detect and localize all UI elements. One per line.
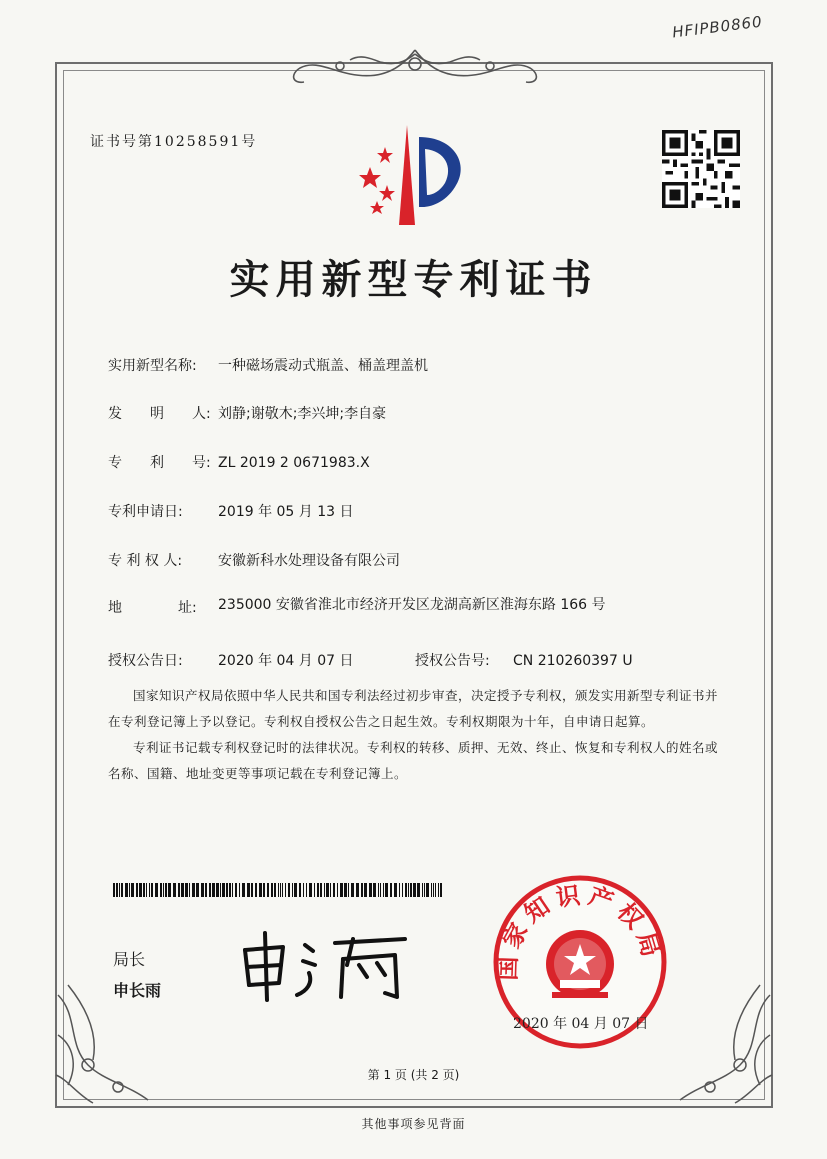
field-value: 安徽新科水处理设备有限公司 <box>218 553 400 569</box>
field-label: 专 利 号: <box>108 455 211 471</box>
field-patentee <box>108 550 400 570</box>
field-patent-number <box>108 452 370 472</box>
field-grant-number <box>415 650 633 670</box>
footer-note: 其他事项参见背面 <box>361 1117 466 1131</box>
field-utility-model-name <box>108 355 428 375</box>
page-number: 第 1 页 (共 2 页) <box>367 1068 460 1082</box>
field-label: 地 址: <box>108 600 197 616</box>
field-label: 实用新型名称: <box>108 358 197 374</box>
field-value: 235000 安徽省淮北市经济开发区龙湖高新区淮海东路 166 号 <box>218 597 606 613</box>
barcode <box>113 883 443 897</box>
field-label: 授权公告日: <box>108 653 183 669</box>
director-name: 申长雨 <box>113 981 162 1000</box>
field-value: CN 210260397 U <box>513 653 633 669</box>
certificate-number: 证书号第10258591号 <box>90 134 258 150</box>
seal-text: 国家知识产权局 <box>493 880 667 981</box>
certificate-body <box>108 683 718 787</box>
field-value: 一种磁场震动式瓶盖、桶盖理盖机 <box>218 358 428 374</box>
field-filing-date <box>108 501 354 521</box>
director-title: 局长 <box>113 950 146 969</box>
page-title: 实用新型专利证书 <box>229 257 598 303</box>
body-paragraph: 国家知识产权局依照中华人民共和国专利法经过初步审查，决定授予专利权，颁发实用新型专利证书并在专利登记簿上予以登记。专利权自授权公告之日起生效。专利权期限为十年，自申请日起算。 <box>108 688 719 729</box>
patent-office-emblem-icon <box>345 125 475 225</box>
field-label: 专 利 权 人: <box>108 553 183 569</box>
field-label: 专利申请日: <box>108 504 183 520</box>
field-value: 2020 年 04 月 07 日 <box>218 653 354 669</box>
top-ornament <box>280 40 550 88</box>
field-label: 发 明 人: <box>108 406 211 422</box>
field-grant-date <box>108 650 354 670</box>
field-inventors <box>108 403 386 423</box>
director-signature <box>235 925 415 1005</box>
field-value: 2019 年 05 月 13 日 <box>218 504 354 520</box>
field-address <box>108 597 638 617</box>
qr-code <box>662 130 740 208</box>
field-value: 刘静;谢敬木;李兴坤;李自豪 <box>218 406 387 422</box>
body-paragraph: 专利证书记载专利权登记时的法律状况。专利权的转移、质押、无效、终止、恢复和专利权人的姓名或名称、国籍、地址变更等事项记载在专利登记簿上。 <box>108 740 719 781</box>
handwritten-note: HFIPB0860 <box>671 12 764 42</box>
field-value: ZL 2019 2 0671983.X <box>218 455 370 471</box>
bottom-right-ornament <box>670 975 780 1110</box>
seal-date: 2020 年 04 月 07 日 <box>513 1016 649 1032</box>
field-label: 授权公告号: <box>415 653 490 669</box>
